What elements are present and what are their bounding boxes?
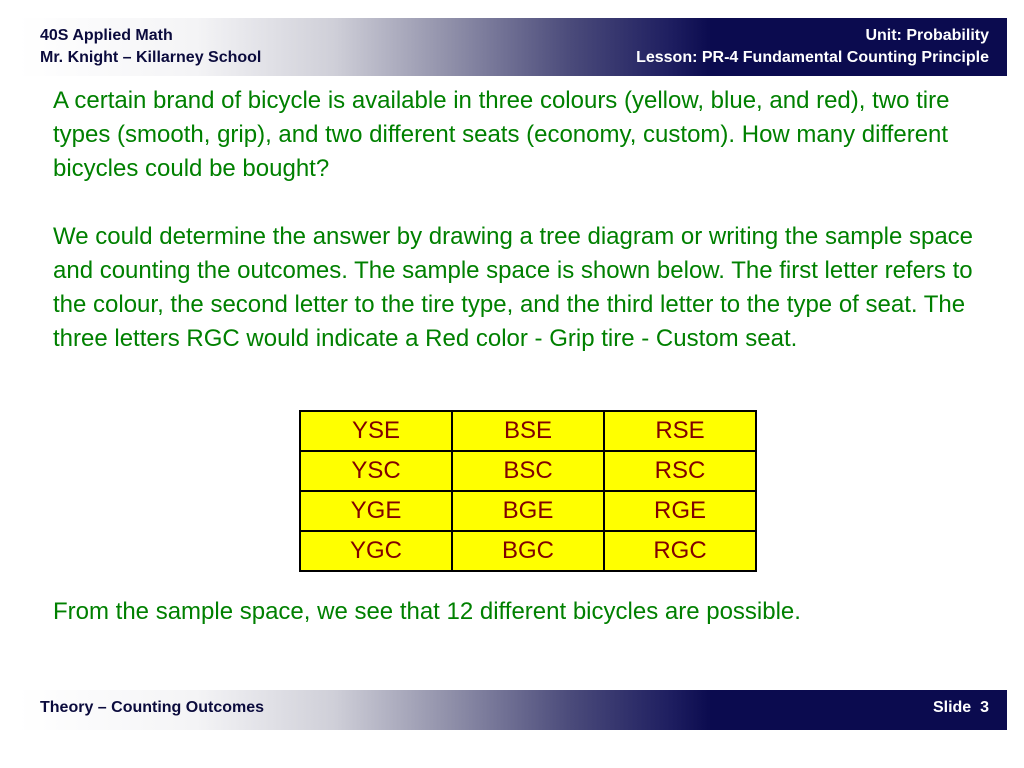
table-cell: RGE — [604, 491, 756, 531]
conclusion-paragraph: From the sample space, we see that 12 different bicycles are possible. — [53, 598, 801, 625]
lesson-title: Lesson: PR-4 Fundamental Counting Principle — [636, 49, 989, 66]
table-row — [300, 411, 756, 451]
teacher-name: Mr. Knight – Killarney School — [40, 49, 262, 66]
problem-paragraph: A certain brand of bicycle is available in three colours (yellow, blue, and red), two tire types (smooth, grip), and two different seats (economy, custom). How many different bicycles could be bought? — [53, 87, 950, 182]
table-row — [300, 451, 756, 491]
table-cell: RSC — [604, 451, 756, 491]
table-cell: YSC — [300, 451, 452, 491]
table-cell: YSE — [300, 411, 452, 451]
footer-title: Theory – Counting Outcomes — [40, 699, 265, 716]
table-cell: RSE — [604, 411, 756, 451]
header-course-info — [40, 25, 261, 69]
header-bar — [18, 18, 1007, 76]
slide-indicator — [933, 699, 989, 717]
table-cell: BSE — [452, 411, 604, 451]
table-row — [300, 491, 756, 531]
header-lesson-info — [636, 25, 989, 69]
table-cell: YGE — [300, 491, 452, 531]
table-cell: YGC — [300, 531, 452, 571]
table-cell: BGC — [452, 531, 604, 571]
table-cell: BGE — [452, 491, 604, 531]
table-cell: RGC — [604, 531, 756, 571]
unit-title: Unit: Probability — [865, 27, 989, 44]
slide-number: 3 — [980, 699, 989, 716]
table-cell: BSC — [452, 451, 604, 491]
footer-bar — [18, 690, 1007, 730]
sample-space-table — [299, 410, 757, 572]
course-title: 40S Applied Math — [40, 27, 173, 44]
table-row — [300, 531, 756, 571]
slide-label: Slide — [932, 699, 972, 716]
explanation-paragraph: We could determine the answer by drawing a tree diagram or writing the sample space and counting the outcomes. The sample space is shown below. The first letter refers to the colour, the second letter to the tire type, and the third letter to the type of seat. The three letters RGC would indicate a Red color - Grip tire - Custom seat. — [53, 223, 974, 352]
